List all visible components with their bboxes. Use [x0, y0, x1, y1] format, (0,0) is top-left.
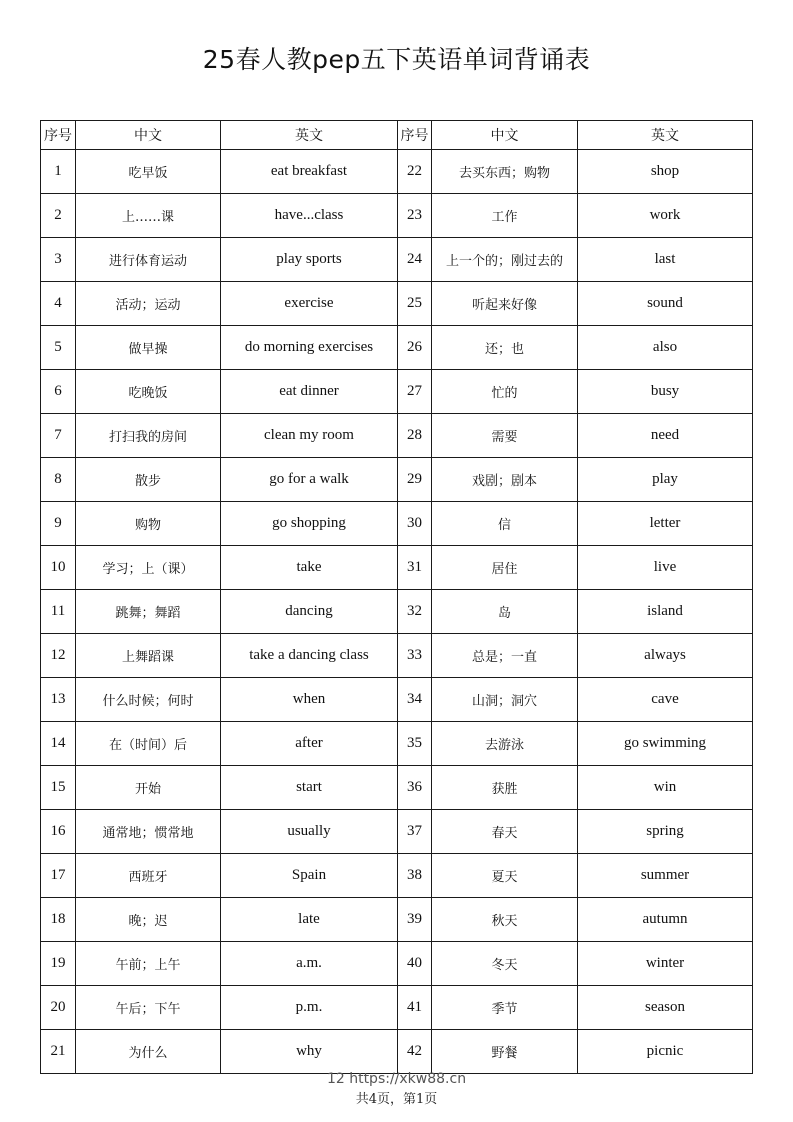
- cell-chinese-left: 午前；上午: [76, 942, 221, 986]
- cell-index-left: 18: [41, 898, 76, 942]
- cell-english-left: usually: [221, 810, 398, 854]
- cell-chinese-left: 活动；运动: [76, 282, 221, 326]
- cell-index-left: 7: [41, 414, 76, 458]
- cell-chinese-left: 上舞蹈课: [76, 634, 221, 678]
- table-row: [41, 898, 753, 942]
- cell-chinese-left: 开始: [76, 766, 221, 810]
- cell-english-right: always: [578, 634, 753, 678]
- table-row: [41, 370, 753, 414]
- cell-english-left: go for a walk: [221, 458, 398, 502]
- cell-index-left: 15: [41, 766, 76, 810]
- cell-index-right: 35: [398, 722, 432, 766]
- cell-index-right: 39: [398, 898, 432, 942]
- table-row: [41, 810, 753, 854]
- table-row: [41, 854, 753, 898]
- cell-index-left: 17: [41, 854, 76, 898]
- cell-english-right: live: [578, 546, 753, 590]
- cell-chinese-left: 吃晚饭: [76, 370, 221, 414]
- cell-chinese-left: 购物: [76, 502, 221, 546]
- cell-index-right: 25: [398, 282, 432, 326]
- cell-english-right: work: [578, 194, 753, 238]
- cell-chinese-left: 西班牙: [76, 854, 221, 898]
- cell-index-right: 41: [398, 986, 432, 1030]
- cell-chinese-right: 山洞；洞穴: [432, 678, 578, 722]
- cell-index-left: 4: [41, 282, 76, 326]
- table-row: [41, 282, 753, 326]
- table-row: [41, 1030, 753, 1074]
- cell-index-left: 13: [41, 678, 76, 722]
- cell-english-left: p.m.: [221, 986, 398, 1030]
- cell-index-right: 24: [398, 238, 432, 282]
- cell-english-left: after: [221, 722, 398, 766]
- table-row: [41, 414, 753, 458]
- table-header-row: [41, 121, 753, 150]
- cell-chinese-left: 学习；上（课）: [76, 546, 221, 590]
- cell-index-right: 29: [398, 458, 432, 502]
- cell-chinese-left: 吃早饭: [76, 150, 221, 194]
- cell-english-left: clean my room: [221, 414, 398, 458]
- cell-index-right: 33: [398, 634, 432, 678]
- cell-index-left: 16: [41, 810, 76, 854]
- cell-english-left: play sports: [221, 238, 398, 282]
- cell-english-left: why: [221, 1030, 398, 1074]
- cell-english-right: cave: [578, 678, 753, 722]
- cell-chinese-left: 晚；迟: [76, 898, 221, 942]
- cell-english-left: go shopping: [221, 502, 398, 546]
- cell-index-left: 9: [41, 502, 76, 546]
- cell-english-right: busy: [578, 370, 753, 414]
- cell-english-left: when: [221, 678, 398, 722]
- cell-english-right: need: [578, 414, 753, 458]
- cell-english-right: winter: [578, 942, 753, 986]
- header-chinese-left: 中文: [76, 121, 221, 150]
- cell-english-left: a.m.: [221, 942, 398, 986]
- cell-index-right: 38: [398, 854, 432, 898]
- cell-chinese-right: 去买东西；购物: [432, 150, 578, 194]
- cell-index-right: 27: [398, 370, 432, 414]
- cell-index-left: 5: [41, 326, 76, 370]
- table-row: [41, 590, 753, 634]
- cell-chinese-right: 获胜: [432, 766, 578, 810]
- table-row: [41, 326, 753, 370]
- cell-index-right: 30: [398, 502, 432, 546]
- cell-english-left: dancing: [221, 590, 398, 634]
- cell-chinese-right: 野餐: [432, 1030, 578, 1074]
- cell-english-right: autumn: [578, 898, 753, 942]
- cell-index-left: 10: [41, 546, 76, 590]
- cell-index-right: 28: [398, 414, 432, 458]
- cell-english-left: have...class: [221, 194, 398, 238]
- cell-english-left: start: [221, 766, 398, 810]
- cell-chinese-right: 居住: [432, 546, 578, 590]
- cell-english-right: also: [578, 326, 753, 370]
- header-english-right: 英文: [578, 121, 753, 150]
- table-row: [41, 502, 753, 546]
- cell-index-right: 31: [398, 546, 432, 590]
- cell-english-right: go swimming: [578, 722, 753, 766]
- cell-index-left: 2: [41, 194, 76, 238]
- cell-chinese-right: 工作: [432, 194, 578, 238]
- cell-chinese-left: 做早操: [76, 326, 221, 370]
- cell-chinese-right: 总是；一直: [432, 634, 578, 678]
- cell-english-left: late: [221, 898, 398, 942]
- table-row: [41, 986, 753, 1030]
- header-index-left: 序号: [41, 121, 76, 150]
- cell-chinese-right: 忙的: [432, 370, 578, 414]
- cell-chinese-left: 跳舞；舞蹈: [76, 590, 221, 634]
- table-row: [41, 238, 753, 282]
- table-row: [41, 546, 753, 590]
- cell-chinese-right: 季节: [432, 986, 578, 1030]
- cell-index-right: 36: [398, 766, 432, 810]
- cell-chinese-left: 为什么: [76, 1030, 221, 1074]
- cell-chinese-right: 信: [432, 502, 578, 546]
- cell-chinese-left: 打扫我的房间: [76, 414, 221, 458]
- cell-english-left: eat breakfast: [221, 150, 398, 194]
- cell-chinese-left: 什么时候；何时: [76, 678, 221, 722]
- cell-chinese-right: 春天: [432, 810, 578, 854]
- cell-chinese-right: 秋天: [432, 898, 578, 942]
- cell-chinese-right: 去游泳: [432, 722, 578, 766]
- table-row: [41, 678, 753, 722]
- vocabulary-table: [40, 120, 753, 1074]
- cell-index-right: 40: [398, 942, 432, 986]
- cell-chinese-right: 夏天: [432, 854, 578, 898]
- cell-index-left: 14: [41, 722, 76, 766]
- cell-english-right: last: [578, 238, 753, 282]
- cell-english-left: Spain: [221, 854, 398, 898]
- cell-index-right: 37: [398, 810, 432, 854]
- table-body: [41, 150, 753, 1074]
- cell-english-right: summer: [578, 854, 753, 898]
- cell-index-left: 1: [41, 150, 76, 194]
- table-row: [41, 766, 753, 810]
- cell-index-left: 6: [41, 370, 76, 414]
- cell-chinese-right: 还；也: [432, 326, 578, 370]
- cell-english-right: sound: [578, 282, 753, 326]
- cell-index-left: 21: [41, 1030, 76, 1074]
- cell-index-left: 11: [41, 590, 76, 634]
- cell-index-right: 26: [398, 326, 432, 370]
- cell-chinese-left: 上……课: [76, 194, 221, 238]
- header-index-right: 序号: [398, 121, 432, 150]
- header-english-left: 英文: [221, 121, 398, 150]
- cell-chinese-right: 岛: [432, 590, 578, 634]
- cell-index-right: 42: [398, 1030, 432, 1074]
- cell-english-right: picnic: [578, 1030, 753, 1074]
- cell-chinese-left: 进行体育运动: [76, 238, 221, 282]
- cell-english-right: spring: [578, 810, 753, 854]
- cell-chinese-left: 散步: [76, 458, 221, 502]
- footer-url: 12 https://xkw88.cn: [326, 1071, 467, 1087]
- cell-english-left: take: [221, 546, 398, 590]
- header-chinese-right: 中文: [432, 121, 578, 150]
- table-row: [41, 942, 753, 986]
- table-row: [41, 150, 753, 194]
- table-row: [41, 722, 753, 766]
- cell-english-right: shop: [578, 150, 753, 194]
- cell-english-right: win: [578, 766, 753, 810]
- cell-index-left: 12: [41, 634, 76, 678]
- cell-index-right: 34: [398, 678, 432, 722]
- cell-english-right: island: [578, 590, 753, 634]
- cell-index-left: 3: [41, 238, 76, 282]
- cell-english-right: season: [578, 986, 753, 1030]
- cell-chinese-right: 听起来好像: [432, 282, 578, 326]
- cell-index-left: 8: [41, 458, 76, 502]
- table-row: [41, 194, 753, 238]
- cell-english-left: take a dancing class: [221, 634, 398, 678]
- cell-index-right: 32: [398, 590, 432, 634]
- table-row: [41, 634, 753, 678]
- cell-chinese-right: 上一个的；刚过去的: [432, 238, 578, 282]
- cell-index-right: 23: [398, 194, 432, 238]
- cell-english-left: eat dinner: [221, 370, 398, 414]
- cell-chinese-right: 需要: [432, 414, 578, 458]
- page-number: 共4页，第1页: [355, 1092, 438, 1107]
- cell-english-right: play: [578, 458, 753, 502]
- page-title: 25春人教pep五下英语单词背诵表: [202, 45, 591, 74]
- cell-english-left: exercise: [221, 282, 398, 326]
- table-row: [41, 458, 753, 502]
- cell-chinese-left: 午后；下午: [76, 986, 221, 1030]
- cell-index-right: 22: [398, 150, 432, 194]
- cell-index-left: 20: [41, 986, 76, 1030]
- cell-chinese-right: 冬天: [432, 942, 578, 986]
- cell-index-left: 19: [41, 942, 76, 986]
- cell-english-right: letter: [578, 502, 753, 546]
- cell-chinese-right: 戏剧；剧本: [432, 458, 578, 502]
- cell-chinese-left: 在（时间）后: [76, 722, 221, 766]
- cell-english-left: do morning exercises: [221, 326, 398, 370]
- cell-chinese-left: 通常地；惯常地: [76, 810, 221, 854]
